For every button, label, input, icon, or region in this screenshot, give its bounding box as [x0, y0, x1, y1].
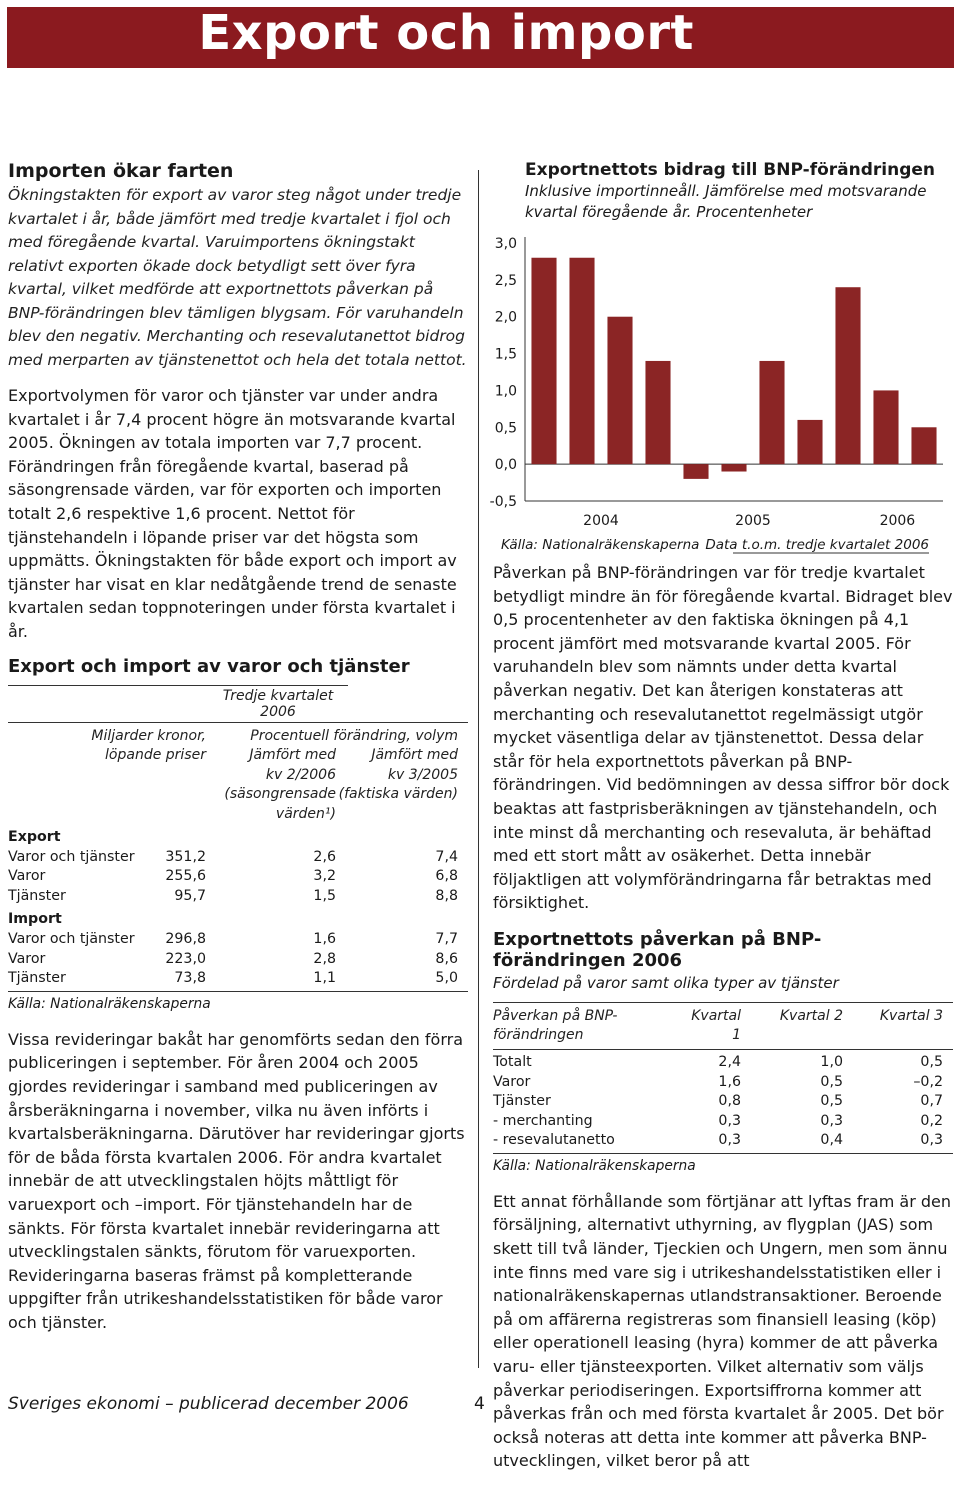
right-column [489, 160, 953, 1485]
chart-title: Exportnettots bidrag till BNP-förändringen [525, 160, 936, 180]
y-tick-label: 1,0 [494, 383, 517, 400]
table-cell: 1,5 [313, 887, 336, 904]
table-cell: - merchanting [493, 1112, 593, 1129]
table-row [493, 1131, 953, 1151]
chart-bar [835, 287, 860, 464]
table-cell: 0,2 [920, 1112, 943, 1129]
x-year-label: 2004 [583, 513, 619, 529]
t2-header-q3: Kvartal 3 [879, 1007, 943, 1024]
table-cell: 3,2 [313, 868, 336, 885]
body-paragraph: Exportvolymen för varor och tjänster var under andra kvartalet i år 7,4 procent högre än motsvarande kvartal 2005. Ökningen av totala importen var 7,7 procent. Förändringen från föregående kvartal, baserad på säsongrensade värden, var för exporten och importen totalt 2,6 respektive 1,6 procent. Nettot för tjänstehandeln i löpande priser var det högsta som uppmätts. Ökningstakten för både export och import av tjänster har visat en klar nedåtgående trend de senaste kvartalen sedan toppnoteringen under första kvartalet i år. [8, 386, 457, 641]
table-cell: Varor och tjänster [8, 848, 135, 865]
table-cell: 0,8 [718, 1093, 741, 1110]
col-header-group: Procentuell förändring, volym Jämfört med kv 2/2006 (säsongrensade värden¹) Jämfört med kv 3/2005 (faktiska värden) [206, 727, 468, 825]
table-cell: 7,4 [435, 848, 458, 865]
chart-bar [569, 258, 594, 464]
table-cell: Tjänster [8, 887, 66, 904]
table-cell: 8,8 [435, 887, 458, 904]
table-row [493, 1073, 953, 1093]
chart-bar [531, 258, 556, 464]
chart-bar [759, 361, 784, 464]
table-cell: 8,6 [435, 950, 458, 967]
table-cell: 0,4 [820, 1132, 843, 1149]
table-row [8, 867, 468, 887]
page-title: Export och import [198, 5, 694, 61]
table-cell: 0,7 [920, 1093, 943, 1110]
page-number: 4 [474, 1394, 485, 1414]
chart-bar [607, 317, 632, 464]
y-tick-label: -0,5 [489, 494, 517, 510]
table2-title: Exportnettots påverkan på BNP-förändringen 2006 [493, 928, 822, 971]
col-header-sek: Miljarder kronor, löpande priser [91, 727, 206, 764]
table-cell: –0,2 [913, 1073, 943, 1090]
table-cell: Totalt [493, 1053, 532, 1070]
y-tick-label: 1,5 [494, 346, 517, 363]
chart-bar [645, 361, 670, 464]
t2-header-label: Påverkan på BNP- förändringen [493, 1007, 618, 1044]
import-section-label: Import [8, 911, 62, 928]
x-year-label: 2006 [879, 513, 916, 529]
chart-subtitle: Inklusive importinneåll. Jämförelse med motsvarande kvartal föregående år. Procentenheter [525, 182, 927, 221]
t2-header-q2: Kvartal 2 [779, 1007, 843, 1024]
y-tick-label: 2,5 [494, 272, 517, 289]
table-row [493, 1092, 953, 1112]
table-cell: Varor [493, 1073, 531, 1090]
table-cell: 296,8 [165, 931, 206, 947]
col-header-q3: Jämfört med kv 3/2005 (faktiska värden) [338, 747, 458, 803]
table-cell: 0,3 [920, 1132, 943, 1149]
table-cell: 0,3 [718, 1132, 741, 1149]
table2-source: Källa: Nationalräkenskaperna [493, 1157, 696, 1174]
left-column [8, 160, 468, 1347]
table-cell: 255,6 [165, 868, 206, 885]
table-cell: 223,0 [165, 950, 206, 967]
chart-bar [797, 420, 822, 464]
table-period: Tredje kvartalet 2006 [222, 687, 334, 720]
chart-source: Källa: Nationalräkenskaperna [501, 537, 700, 553]
table-cell: Varor [8, 868, 46, 885]
footer-text: Sveriges ekonomi – publicerad december 2006 [8, 1394, 409, 1414]
table-row [493, 1053, 953, 1073]
y-tick-label: 2,0 [494, 309, 517, 326]
col-header-q2: Jämfört med kv 2/2006 (säsongrensade värden¹) [224, 747, 336, 822]
table-cell: 73,8 [174, 970, 206, 987]
chart-note: Data t.o.m. tredje kvartalet 2006 [705, 537, 929, 553]
table-cell: 1,6 [313, 931, 336, 947]
table-row [8, 969, 468, 989]
chart-bar [873, 390, 898, 464]
table-cell: 95,7 [174, 887, 206, 904]
export-import-table [8, 685, 468, 1012]
table-row [8, 887, 468, 907]
section-heading: Importen ökar farten [8, 160, 234, 182]
bar-chart [489, 223, 953, 553]
table-cell: 2,8 [313, 950, 336, 967]
chart-bar [683, 464, 708, 479]
y-tick-label: 0,0 [494, 457, 517, 474]
x-year-label: 2005 [735, 513, 771, 529]
gdp-impact-table [493, 1002, 953, 1174]
table-cell: 0,5 [820, 1093, 843, 1110]
table-cell: 351,2 [165, 848, 206, 865]
table-row [8, 930, 468, 950]
table-cell: 1,1 [313, 970, 336, 987]
chart-bar [721, 464, 746, 471]
table-source: Källa: Nationalräkenskaperna [8, 995, 211, 1012]
table-cell: 0,5 [820, 1073, 843, 1090]
y-tick-label: 3,0 [494, 236, 517, 252]
table-cell: 2,6 [313, 848, 336, 865]
table-cell: 0,3 [820, 1112, 843, 1129]
table-row [493, 1112, 953, 1132]
table-cell: 0,5 [920, 1053, 943, 1070]
body-paragraph: Påverkan på BNP-förändringen var för tredje kvartalet betydligt mindre än för föregående kvartal. Bidraget blev 0,5 procentenheter av den faktiska ökningen på 4,1 procent jämfört med motsvarande kvartal 2005. För varuhandeln blev som nämnts under detta kvartal påverkan negativ. Det kan återigen konstateras att merchanting och resevalutanettot regelmässigt utgör mycket väsentliga delar av tjänstenettot. Dessa delar står för hela exportnettots påverkan på BNP-förändringen. Vid bedömningen av dessa siffror bör dock beaktas att fastprisberäkningen av tjänstehandeln, och inte minst då merchanting och resevaluta, är behäftad med ett stort mått av osäkerhet. Detta innebär följaktligen att volymförändringarna får betraktas med försiktighet. [493, 563, 953, 913]
table-cell: Tjänster [493, 1093, 551, 1110]
table-cell: 2,4 [718, 1053, 741, 1070]
body-paragraph: Vissa revideringar bakåt har genomförts sedan den förra publiceringen i september. För åren 2004 och 2005 gjordes revideringar i samband med publiceringen av årsberäkningarna i november, vilka nu även införts i kvartalsberäkningarna. Därutöver har revideringar gjorts för de båda första kvartalen 2006. För andra kvartalet innebär de att utvecklingstalen höjts måttligt för varuexport och –import. För tjänstehandeln har de sänkts. För första kvartalet innebär revideringarna att utvecklingstalen sänkts, förutom för varuexporten. Revideringarna baseras främst på kompletterande uppgifter från utrikeshandelsstatistiken för både varor och tjänster. [8, 1029, 465, 1332]
t2-header-q1: Kvartal 1 [691, 1007, 741, 1044]
table-cell: 1,6 [718, 1073, 741, 1090]
table-cell: Varor [8, 950, 46, 967]
chart-bar [911, 427, 936, 464]
table-cell: Varor och tjänster [8, 931, 135, 947]
table-cell: 6,8 [435, 868, 458, 885]
table-row [8, 950, 468, 970]
table-row [8, 848, 468, 868]
title-banner [7, 7, 954, 68]
table-cell: Tjänster [8, 970, 66, 987]
lead-paragraph: Ökningstakten för export av varor steg något under tredje kvartalet i år, både jämfört med tredje kvartalet i fjol och med föregående kvartal. Varuimportens ökningstakt relativt exporten ökade dock betydligt sett över fyra kvartal, vilket medförde att exportnettots påverkan på BNP-förändringen blev tämligen blygsam. För varuhandeln blev den negativ. Merchanting och resevalutanettot bidrog med merparten av tjänstenettot och hela det totala nettot. [8, 186, 467, 369]
y-tick-label: 0,5 [494, 420, 517, 437]
table2-subtitle: Fördelad på varor samt olika typer av tjänster [493, 973, 839, 992]
table-title: Export och import av varor och tjänster [8, 655, 410, 677]
table-cell: 1,0 [820, 1053, 843, 1070]
table-cell: 5,0 [435, 970, 458, 987]
export-section-label: Export [8, 829, 61, 846]
column-divider [478, 170, 479, 1368]
body-paragraph: Ett annat förhållande som förtjänar att lyftas fram är den försäljning, alternativt uthyrning, av flygplan (JAS) som skett till två länder, Tjeckien och Ungern, men som ännu inte finns med vare sig i utrikeshandelsstatistiken eller i nationalräkenskapernas utlandstransaktioner. Beroende på om affärerna registreras som finansiell leasing (köp) eller operationell leasing (hyra) kommer de att påverka varu- eller tjänsteexporten. Vilket alternativ som väljs påverkar periodiseringen. Exportsiffrorna kommer att påverkas från och med första kvartalet år 2005. Det bör också noteras att detta inte kommer att påverka BNP-utvecklingen, vilket beror på att [493, 1191, 952, 1471]
table-cell: 7,7 [435, 931, 458, 947]
table-cell: 0,3 [718, 1112, 741, 1129]
table-cell: - resevalutanetto [493, 1132, 615, 1149]
